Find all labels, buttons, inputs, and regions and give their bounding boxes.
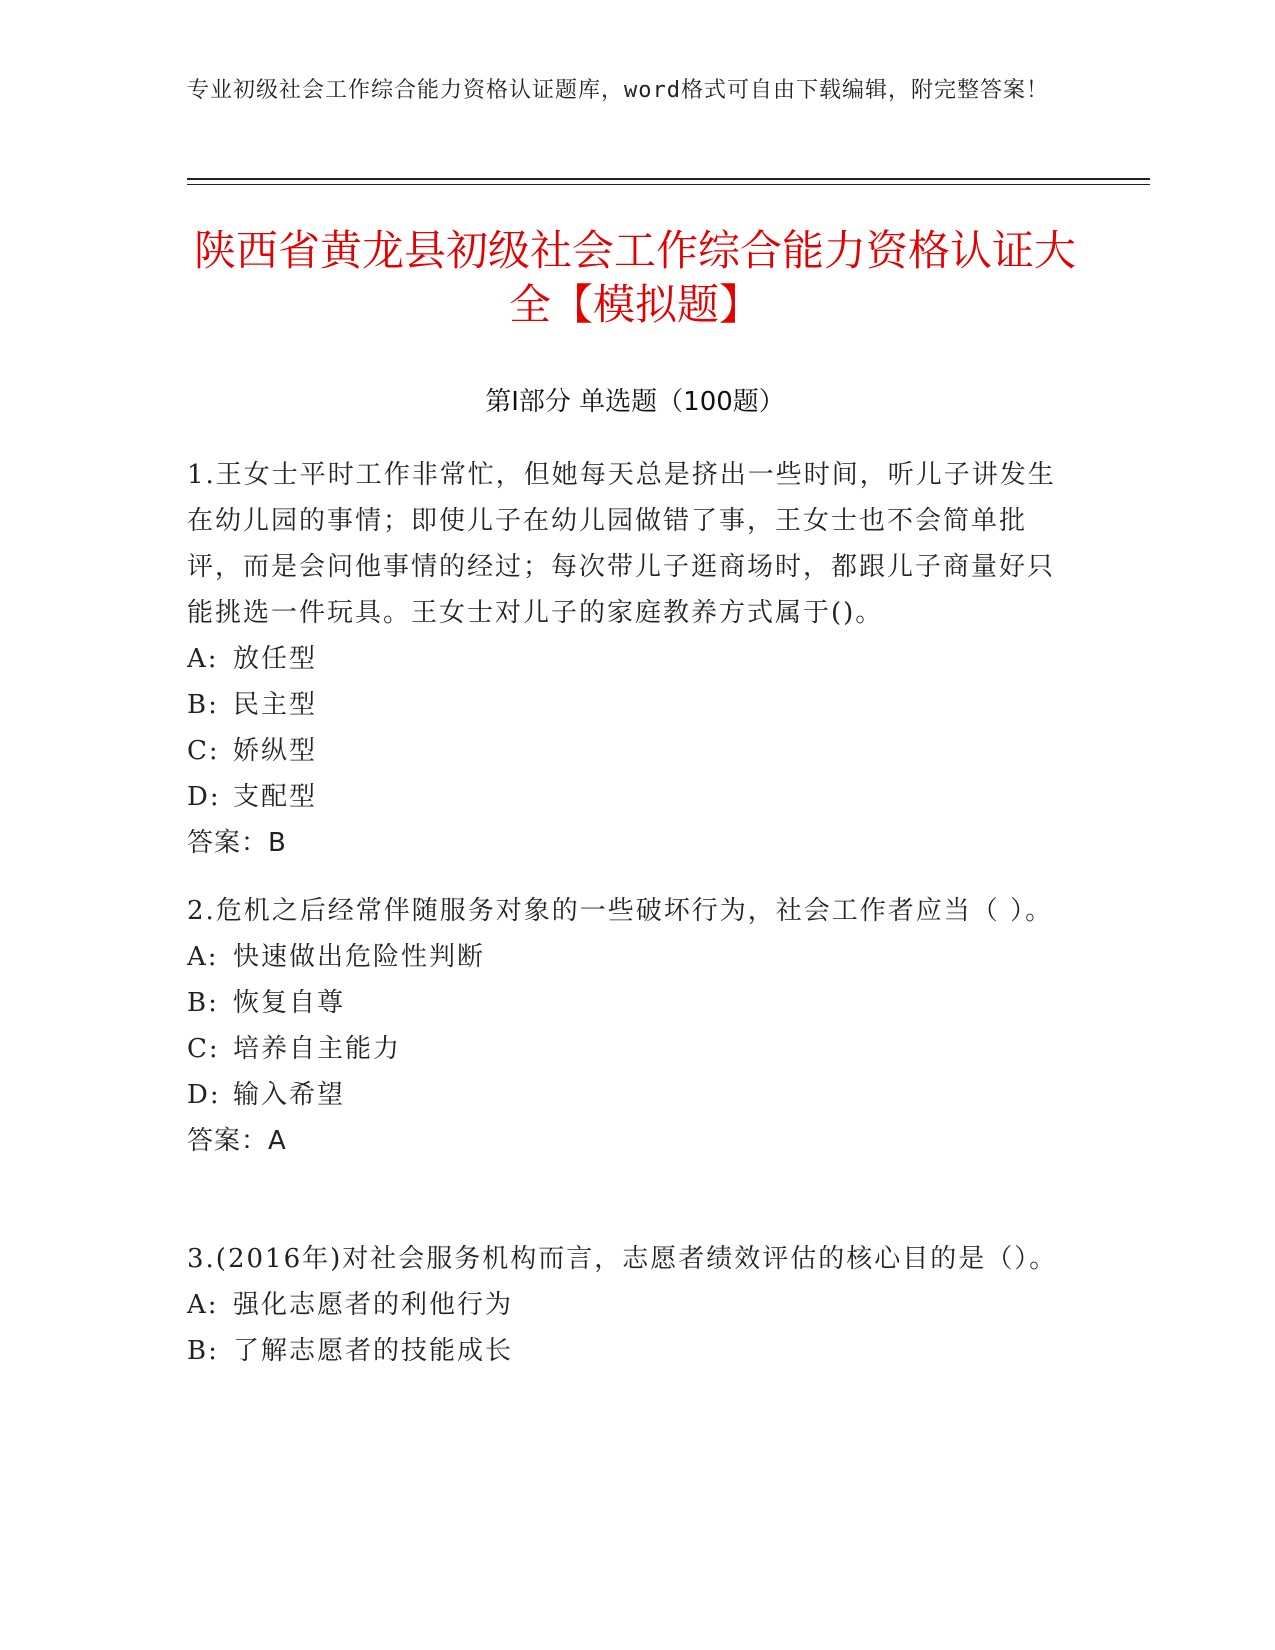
- option-a: [187, 934, 1067, 980]
- document-title: 陕西省黄龙县初级社会工作综合能力资格认证大全【模拟题】: [193, 226, 1076, 329]
- option-text: 娇纵型: [233, 736, 318, 766]
- option-b: [187, 682, 1067, 728]
- question-1: [187, 452, 1067, 866]
- option-text: 民主型: [233, 690, 318, 720]
- option-text: 放任型: [233, 644, 318, 674]
- question-3: [187, 1236, 1067, 1374]
- header-rule-thick: [187, 178, 1150, 180]
- question-stem: 2.危机之后经常伴随服务对象的一些破坏行为，社会工作者应当（ ）。: [187, 896, 1054, 926]
- answer-line: 答案：A: [187, 1126, 287, 1156]
- option-d: [187, 774, 1067, 820]
- option-text: 输入希望: [233, 1080, 346, 1110]
- option-b: [187, 980, 1067, 1026]
- option-a: [187, 1282, 1067, 1328]
- option-key: D:: [187, 1080, 221, 1110]
- question-stem: 3.(2016年)对社会服务机构而言，志愿者绩效评估的核心目的是（）。: [187, 1244, 1058, 1274]
- option-c: [187, 728, 1067, 774]
- question-2: [187, 888, 1067, 1164]
- option-d: [187, 1072, 1067, 1118]
- option-a: [187, 636, 1067, 682]
- option-key: B:: [187, 988, 219, 1018]
- option-text: 了解志愿者的技能成长: [233, 1336, 514, 1366]
- answer-line: 答案：B: [187, 828, 287, 858]
- option-text: 培养自主能力: [233, 1034, 402, 1064]
- option-key: A:: [187, 1290, 219, 1320]
- question-stem: 1.王女士平时工作非常忙，但她每天总是挤出一些时间，听儿子讲发生在幼儿园的事情；即使儿子在幼儿园做错了事，王女士也不会简单批评，而是会问他事情的经过；每次带儿子逛商场时，都跟儿子商量好只能挑选一件玩具。王女士对儿子的家庭教养方式属于()。: [187, 460, 1056, 628]
- header-note: 专业初级社会工作综合能力资格认证题库，word格式可自由下载编辑，附完整答案！: [187, 78, 1049, 103]
- header-rule-thin: [187, 184, 1150, 185]
- option-key: B:: [187, 1336, 219, 1366]
- option-key: C:: [187, 736, 220, 766]
- option-key: D:: [187, 782, 221, 812]
- option-key: A:: [187, 644, 219, 674]
- option-text: 强化志愿者的利他行为: [233, 1290, 514, 1320]
- option-key: A:: [187, 942, 219, 972]
- option-key: B:: [187, 690, 219, 720]
- option-c: [187, 1026, 1067, 1072]
- section-heading: 第Ⅰ部分 单选题（100题）: [485, 387, 785, 417]
- option-text: 恢复自尊: [233, 988, 346, 1018]
- option-b: [187, 1328, 1067, 1374]
- option-text: 支配型: [233, 782, 318, 812]
- option-key: C:: [187, 1034, 220, 1064]
- option-text: 快速做出危险性判断: [233, 942, 486, 972]
